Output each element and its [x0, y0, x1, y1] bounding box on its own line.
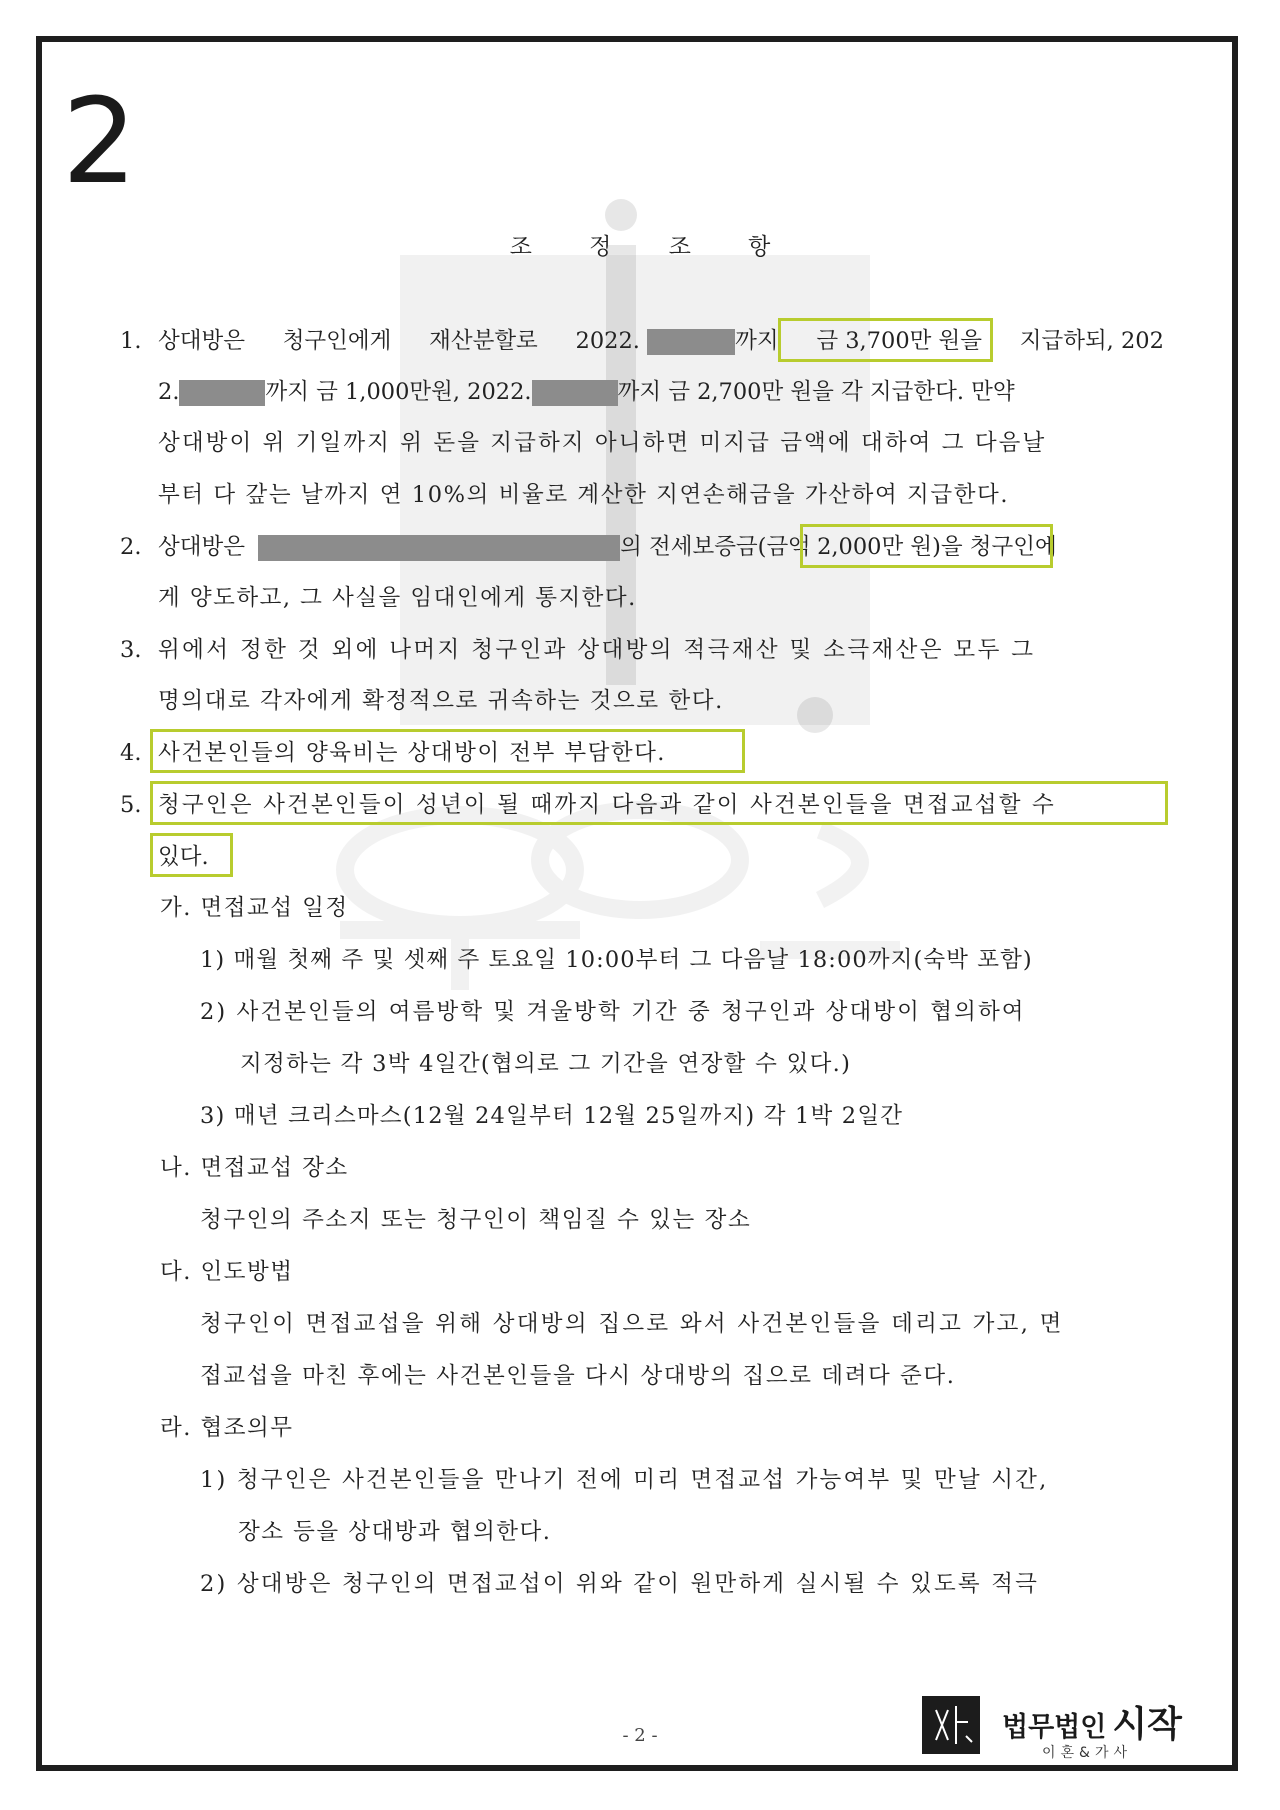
firm-logo-mark-icon — [922, 1696, 980, 1754]
section-ra-title: 라. 협조의무 — [160, 1415, 294, 1441]
redaction-block — [179, 380, 265, 406]
clause-5-line-2: 있다. — [158, 844, 209, 870]
section-ra-item-1-cont: 장소 등을 상대방과 협의한다. — [238, 1519, 552, 1545]
section-na-item-1: 청구인의 주소지 또는 청구인이 책임질 수 있는 장소 — [200, 1207, 752, 1233]
footer-page-number: - 2 - — [622, 1725, 658, 1746]
clause-5-line-1 — [120, 790, 1164, 820]
text-segment: 사건본인들의 양육비는 상대방이 전부 부담한다. — [158, 740, 666, 766]
section-ga-item-3: 3) 매년 크리스마스(12월 24일부터 12월 25일까지) 각 1박 2일간 — [200, 1103, 904, 1129]
highlight-amount-1: 금 3,700만 원을 — [816, 328, 982, 354]
section-ga-title: 가. 면접교섭 일정 — [160, 895, 349, 921]
firm-name: 법무법인 시작 — [1002, 1704, 1182, 1745]
clause-2-line-2: 게 양도하고, 그 사실을 임대인에게 통지한다. — [158, 585, 637, 611]
redaction-block — [258, 535, 620, 561]
section-ga-item-2-cont: 지정하는 각 3박 4일간(협의로 그 기간을 연장할 수 있다.) — [240, 1051, 852, 1077]
section-ga-item-1: 1) 매월 첫째 주 및 셋째 주 토요일 10:00부터 그 다음날 18:00까지(숙박 포함) — [200, 947, 1033, 973]
clause-4-line-1 — [120, 738, 1164, 768]
section-ga-item-2: 2) 사건본인들의 여름방학 및 겨울방학 기간 중 청구인과 상대방이 협의하여 — [200, 999, 1026, 1025]
section-na-title: 나. 면접교섭 장소 — [160, 1155, 349, 1181]
highlight-amount-2: (금액 2,000만 원)을 — [757, 534, 963, 560]
text-segment: 상대방은 — [158, 328, 245, 354]
redaction-block — [532, 380, 618, 406]
section-da-item-1: 청구인이 면접교섭을 위해 상대방의 집으로 와서 사건본인들을 데리고 가고, 면 — [200, 1311, 1064, 1337]
text-segment: 재산분할로 — [429, 328, 538, 354]
text-segment: 청구인은 사건본인들이 성년이 될 때까지 다음과 같이 사건본인들을 면접교섭할 수 — [158, 792, 1056, 818]
redaction-block — [647, 329, 735, 355]
page-number-large: 2 — [62, 72, 138, 210]
text-segment: 위에서 정한 것 외에 나머지 청구인과 상대방의 적극재산 및 소극재산은 모두 그 — [158, 637, 1036, 663]
section-da-title: 다. 인도방법 — [160, 1259, 294, 1285]
page-title: 조 정 조 항 — [509, 234, 796, 260]
clause-3-number: 3. — [120, 637, 142, 663]
firm-subtitle: 이혼&가사 — [1042, 1745, 1133, 1761]
clause-3-line-2: 명의대로 각자에게 확정적으로 귀속하는 것으로 한다. — [158, 688, 724, 714]
section-ra-item-1: 1) 청구인은 사건본인들을 만나기 전에 미리 면접교섭 가능여부 및 만날 시간, — [200, 1467, 1049, 1493]
clause-1-line-4: 부터 다 갚는 날까지 연 10%의 비율로 계산한 지연손해금을 가산하여 지급한다. — [158, 482, 1010, 508]
clause-3-line-1 — [120, 635, 1164, 665]
section-da-item-2: 접교섭을 마친 후에는 사건본인들을 다시 상대방의 집으로 데려다 준다. — [200, 1363, 956, 1389]
clause-1-number: 1. — [120, 328, 142, 354]
text-segment: 상대방은 의 전세보증금(금액 2,000만 원)을 청구인에 — [158, 534, 1057, 560]
clause-1-line-1 — [120, 326, 1164, 356]
text-segment: 지급하되, 202 — [1019, 328, 1164, 354]
section-ra-item-2: 2) 상대방은 청구인의 면접교섭이 위와 같이 원만하게 실시될 수 있도록 적극 — [200, 1571, 1040, 1597]
clause-1-line-3: 상대방이 위 기일까지 위 돈을 지급하지 아니하면 미지급 금액에 대하여 그 다음날 — [158, 430, 1047, 456]
text-segment: 청구인에게 — [282, 328, 392, 354]
clause-2-number: 2. — [120, 534, 142, 560]
firm-logo — [922, 1688, 1212, 1761]
clause-1-line-2 — [158, 377, 1164, 407]
text-segment: 2022. 까지 — [575, 328, 779, 354]
text-segment: 2. 까지 금 1,000만원, 2022. 까지 금 2,700만 원을 각 지급한다. 만약 — [158, 379, 1015, 405]
clause-5-number: 5. — [120, 792, 142, 818]
clause-2-line-1 — [120, 532, 1164, 562]
clause-4-number: 4. — [120, 740, 142, 766]
